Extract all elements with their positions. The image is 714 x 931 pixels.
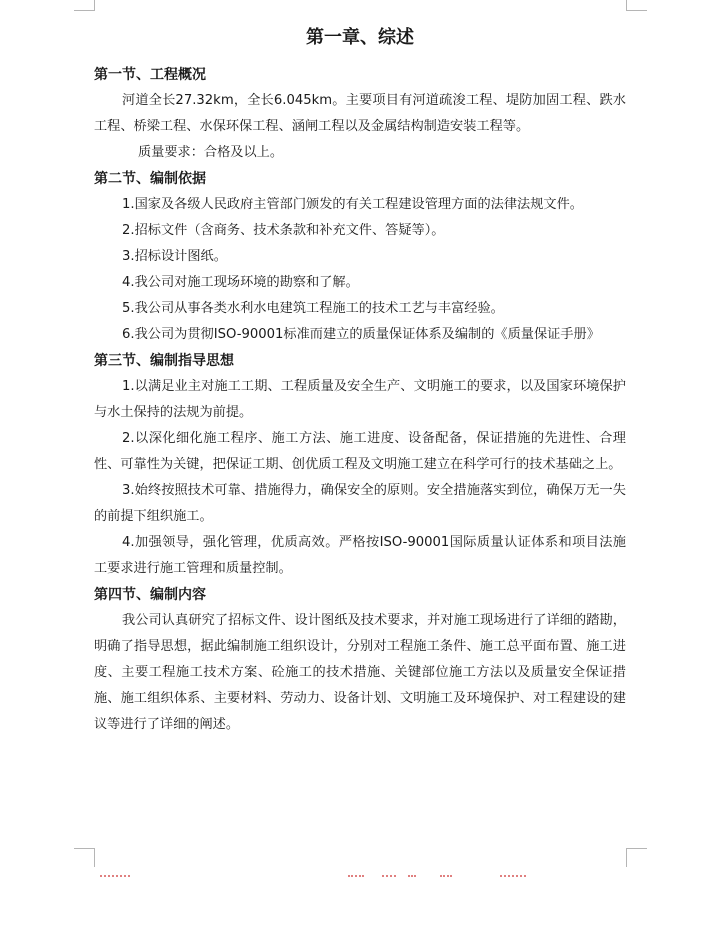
- section-basis: [94, 166, 626, 348]
- list-item: 3.始终按照技术可靠、措施得力，确保安全的原则。安全措施落实到位，确保万无一失的前提下组织施工。: [94, 483, 626, 524]
- spellcheck-mark: [440, 870, 452, 877]
- section-heading: 第三节、编制指导思想: [94, 353, 234, 369]
- section-heading: 第二节、编制依据: [94, 171, 206, 187]
- section-content: [94, 582, 626, 738]
- list-item: 3.招标设计图纸。: [122, 249, 227, 264]
- crop-mark-top-left: [74, 0, 95, 11]
- list-item: 1.以满足业主对施工工期、工程质量及安全生产、文明施工的要求，以及国家环境保护与水土保持的法规为前提。: [94, 379, 626, 420]
- section-heading: 第一节、工程概况: [94, 67, 206, 83]
- list-item: 4.我公司对施工现场环境的勘察和了解。: [122, 275, 359, 290]
- spellcheck-mark: [500, 870, 526, 877]
- section-guiding-thought: [94, 348, 626, 582]
- list-item: 2.招标文件（含商务、技术条款和补充文件、答疑等）。: [122, 223, 445, 238]
- section-heading: 第四节、编制内容: [94, 587, 206, 603]
- section-overview: [94, 62, 626, 166]
- spellcheck-mark: [382, 870, 396, 877]
- list-item: 1.国家及各级人民政府主管部门颁发的有关工程建设管理方面的法律法规文件。: [122, 197, 583, 212]
- paragraph: 我公司认真研究了招标文件、设计图纸及技术要求，并对施工现场进行了详细的踏勘，明确了指导思想，据此编制施工组织设计，分别对工程施工条件、施工总平面布置、施工进度、主要工程施工技术方案、砼施工的技术措施、关键部位施工方法以及质量安全保证措施、施工组织体系、主要材料、劳动力、设备计划、文明施工及环境保护、对工程建设的建议等进行了详细的阐述。: [94, 613, 626, 732]
- spellcheck-mark: [408, 870, 416, 877]
- list-item: 2.以深化细化施工程序、施工方法、施工进度、设备配备，保证措施的先进性、合理性、可靠性为关键，把保证工期、创优质工程及文明施工建立在科学可行的技术基础之上。: [94, 431, 626, 472]
- quality-requirement: 质量要求：合格及以上。: [138, 145, 284, 160]
- document-body: [94, 22, 626, 738]
- crop-mark-top-right: [626, 0, 647, 11]
- spellcheck-mark: [348, 870, 364, 877]
- list-item: 5.我公司从事各类水利水电建筑工程施工的技术工艺与丰富经验。: [122, 301, 504, 316]
- spellcheck-mark: [100, 870, 130, 877]
- crop-mark-bottom-left: [74, 848, 95, 867]
- paragraph: 河道全长27.32km，全长6.045km。主要项目有河道疏浚工程、堤防加固工程、跌水工程、桥梁工程、水保环保工程、涵闸工程以及金属结构制造安装工程等。: [94, 93, 626, 134]
- list-item: 6.我公司为贯彻ISO-90001标准而建立的质量保证体系及编制的《质量保证手册》: [122, 327, 600, 342]
- chapter-title: 第一章、综述: [306, 27, 414, 48]
- crop-mark-bottom-right: [626, 848, 647, 867]
- list-item: 4.加强领导，强化管理，优质高效。严格按ISO-90001国际质量认证体系和项目法施工要求进行施工管理和质量控制。: [94, 535, 626, 576]
